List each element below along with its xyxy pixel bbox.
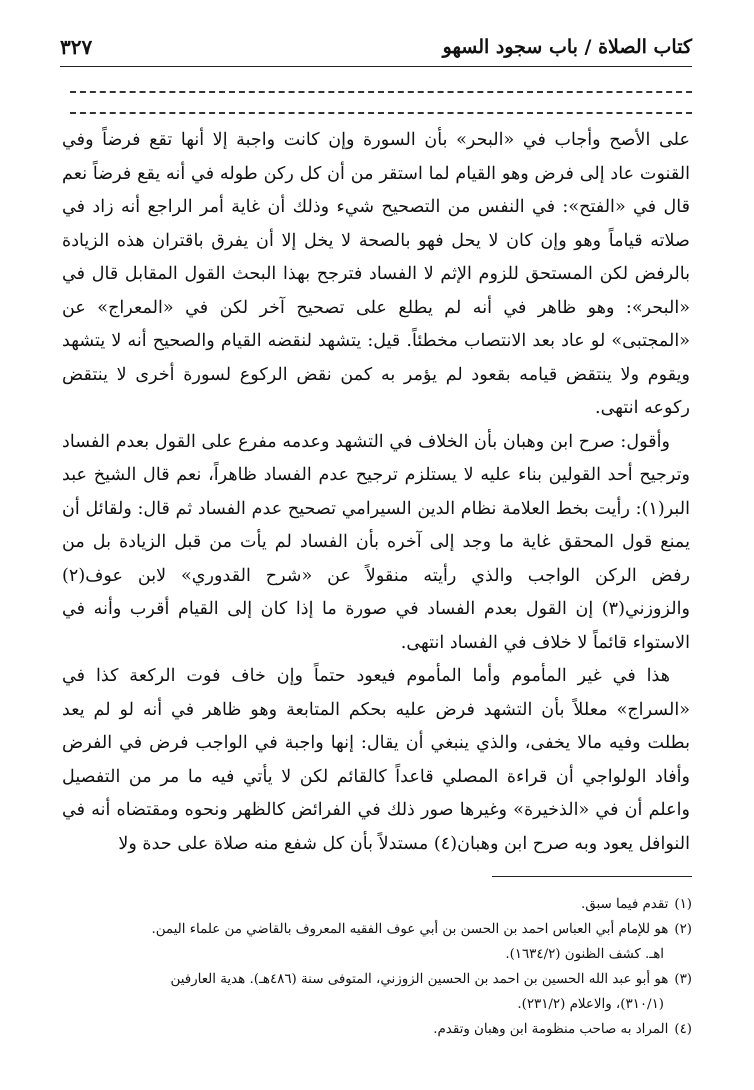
footnote-number: (١) xyxy=(674,897,692,912)
footnote-text: هو أبو عبد الله الحسين بن احمد بن الحسين الزوزني، المتوفى سنة (٤٨٦هـ). هدية العارفين xyxy=(170,972,669,987)
header-title: كتاب الصلاة / باب سجود السهو xyxy=(442,36,692,58)
paragraph: وأقول: صرح ابن وهبان بأن الخلاف في التشهد وعدمه مفرع على القول بعدم الفساد وترجيح أحد القولين بناء عليه لا يستلزم ترجيح عدم الفساد ظاهراً، نعم قال الشيخ عبد البر(١): رأيت بخط العلامة نظام الدين السيرامي تصحيح عدم الفساد ثم قال: ولقائل أن يمنع قول المحقق غاية ما وجد إلى آخره بأن الفساد لم يأت من قبل الزيادة بل من رفض الركن الواجب والذي رأيته منقولاً عن «شرح القدوري» لابن عوف(٢) والزوزني(٣) إن القول بعدم الفساد في صورة ما إذا كان إلى القيام أقرب وأنه في الاستواء قائماً لا خلاف في الفساد انتهى. xyxy=(62,431,690,653)
dashed-separator xyxy=(70,112,692,114)
footnote-number: (٣) xyxy=(674,972,692,987)
footnote-rule xyxy=(492,876,692,877)
paragraph: على الأصح وأجاب في «البحر» بأن السورة وإن كانت واجبة إلا أنها تقع فرضاً وفي القنوت عاد إلى فرض وهو القيام لما استقر من أن كل ركن طوله في أنه يقع فرضاً نعم قال في «الفتح»: في النفس من التصحيح شيء وذلك أن غاية أمر الراجع أنه زاد في صلاته قياماً وهو وإن كان لا يحل فهو بالصحة لا يخل إلا أن يفرق باقتران هذه الزيادة بالرفض لكن المستحق للزوم الإثم لا الفساد فترجح بهذا البحث القول المقابل قال في «البحر»: وهو ظاهر في أنه لم يطلع على تصحيح آخر لكن في «المعراج» عن «المجتبى» لو عاد بعد الانتصاب مخطئاً. قيل: يتشهد لنقضه القيام والصحيح أنه لا يتشهد ويقوم ولا ينتقض قيامه بقعود لم يؤمر به كمن نقض الركوع لسورة أخرى لا ينتقض ركوعه انتهى. xyxy=(62,130,690,418)
footnote-text: المراد به صاحب منظومة ابن وهبان وتقدم. xyxy=(433,1022,669,1037)
dashed-separator xyxy=(70,91,692,93)
footnote-number: (٢) xyxy=(674,922,692,937)
header-rule xyxy=(60,66,692,67)
footnote xyxy=(62,1017,692,1042)
footnote xyxy=(62,917,692,942)
footnote-text: هو للإمام أبي العباس احمد بن الحسن بن أبي عوف الفقيه المعروف بالقاضي من علماء اليمن. xyxy=(151,922,669,937)
running-header xyxy=(60,30,692,64)
footnote-continuation: اهـ. كشف الظنون (١٦٣٤/٢). xyxy=(505,947,664,962)
footnote-number: (٤) xyxy=(674,1022,692,1037)
footnote-continuation: (٣١٠/١)، والاعلام (٢٣١/٢). xyxy=(517,997,664,1012)
paragraph: هذا في غير المأموم وأما المأموم فيعود حتماً وإن خاف فوت الركعة كذا في «السراج» معللاً بأن التشهد فرض عليه بحكم المتابعة وهو ظاهر في أنه لو لم يعد بطلت وفيه مالا يخفى، والذي ينبغي أن يقال: إنها واجبة في الواجب فرض في الفرض وأفاد الولواجي أن قراءة المصلي قاعداً كالقائم لكن لا يأتي فيه ما مر من التفصيل واعلم أن في «الذخيرة» وغيرها صور ذلك في الفرائض كالظهر ونحوه ومقتضاه أنه في النوافل يعود وبه صرح ابن وهبان(٤) مستدلاً بأن كل شفع منه صلاة على حدة ولا xyxy=(62,666,690,854)
footnotes xyxy=(62,892,692,1042)
footnote-text: تقدم فيما سبق. xyxy=(581,897,669,912)
footnote xyxy=(62,967,692,992)
footnote xyxy=(62,892,692,917)
main-text xyxy=(62,124,690,861)
page-number: ٣٢٧ xyxy=(60,35,93,59)
